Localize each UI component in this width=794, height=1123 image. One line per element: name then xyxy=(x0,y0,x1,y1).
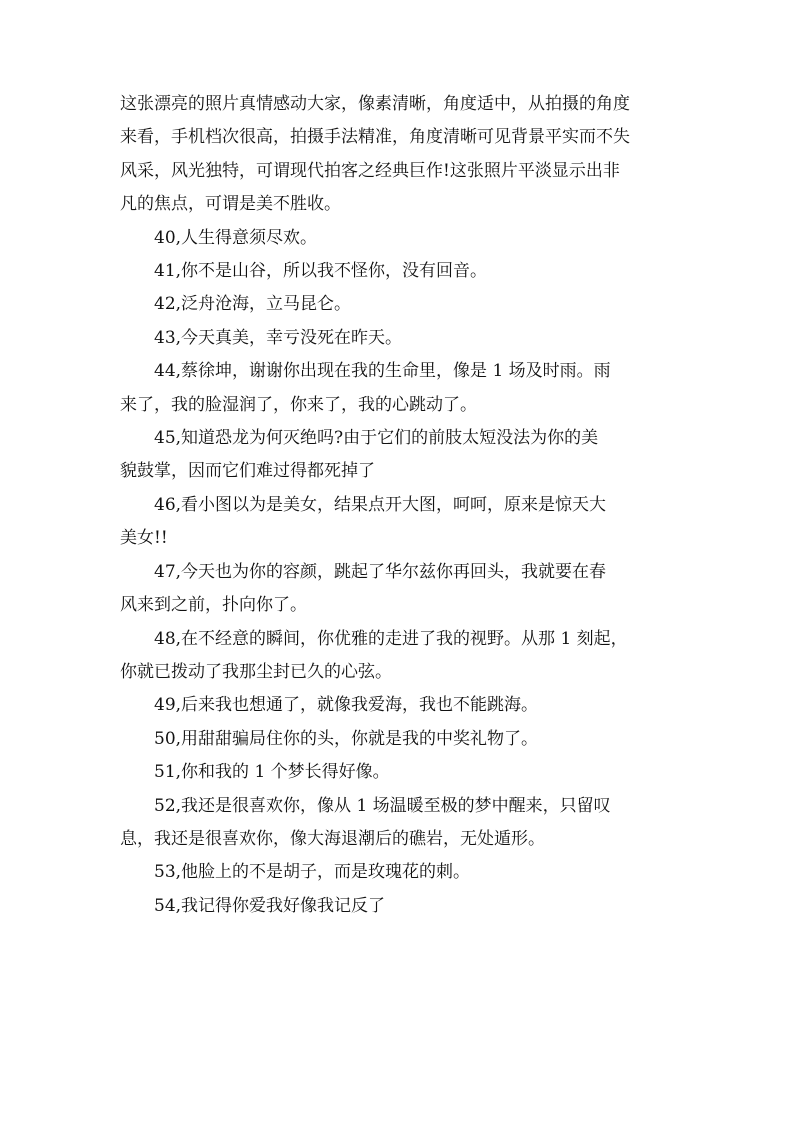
text-line: 你就已拨动了我那尘封已久的心弦。 xyxy=(120,661,392,682)
text-line: 来了，我的脸湿润了，你来了，我的心跳动了。 xyxy=(120,394,477,415)
list-item-51 xyxy=(120,756,680,789)
text-line: 41,你不是山谷，所以我不怪你，没有回音。 xyxy=(154,261,488,282)
list-item-52 xyxy=(120,790,680,857)
text-line: 43,今天真美，幸亏没死在昨天。 xyxy=(154,327,403,348)
text-line: 息，我还是很喜欢你，像大海退潮后的礁岩，无处遁形。 xyxy=(120,828,545,849)
text-line: 40,人生得意须尽欢。 xyxy=(154,227,318,248)
list-item-41 xyxy=(120,255,680,288)
text-line: 44,蔡徐坤，谢谢你出现在我的生命里，像是 1 场及时雨。雨 xyxy=(154,361,611,382)
list-item-47 xyxy=(120,556,680,623)
text-line: 美女!! xyxy=(120,528,168,549)
list-item-48 xyxy=(120,623,680,690)
text-line: 45,知道恐龙为何灭绝吗?由于它们的前肢太短没法为你的美 xyxy=(154,428,599,449)
text-line: 来看，手机档次很高，拍摄手法精准，角度清晰可见背景平实而不失 xyxy=(120,127,630,148)
text-line: 貌鼓掌，因而它们难过得都死掉了 xyxy=(120,461,375,482)
text-line: 53,他脸上的不是胡子，而是玫瑰花的刺。 xyxy=(154,862,471,883)
text-line: 49,后来我也想通了，就像我爱海，我也不能跳海。 xyxy=(154,695,539,716)
list-item-53 xyxy=(120,856,680,889)
list-item-40 xyxy=(120,222,680,255)
text-line: 风采，风光独特，可谓现代拍客之经典巨作!这张照片平淡显示出非 xyxy=(120,160,620,181)
text-line: 50,用甜甜骗局住你的头，你就是我的中奖礼物了。 xyxy=(154,728,539,749)
text-line: 51,你和我的 1 个梦长得好像。 xyxy=(154,762,390,783)
list-item-44 xyxy=(120,355,680,422)
paragraph xyxy=(120,88,680,222)
text-line: 这张漂亮的照片真情感动大家，像素清晰，角度适中，从拍摄的角度 xyxy=(120,94,630,114)
text-line: 52,我还是很喜欢你，像从 1 场温暖至极的梦中醒来，只留叹 xyxy=(154,795,611,816)
list-item-45 xyxy=(120,422,680,489)
list-item-46 xyxy=(120,489,680,556)
text-line: 42,泛舟沧海，立马昆仑。 xyxy=(154,294,352,315)
text-line: 46,看小图以为是美女，结果点开大图，呵呵，原来是惊天大 xyxy=(154,494,607,515)
text-line: 凡的焦点，可谓是美不胜收。 xyxy=(120,194,341,215)
list-item-43 xyxy=(120,322,680,355)
list-item-50 xyxy=(120,723,680,756)
list-item-42 xyxy=(120,288,680,321)
text-line: 54,我记得你爱我好像我记反了 xyxy=(154,895,386,916)
text-line: 风来到之前，扑向你了。 xyxy=(120,595,307,616)
list-item-54 xyxy=(120,890,680,923)
list-item-49 xyxy=(120,689,680,722)
document-body xyxy=(120,88,680,923)
text-line: 47,今天也为你的容颜，跳起了华尔兹你再回头，我就要在春 xyxy=(154,561,607,582)
text-line: 48,在不经意的瞬间，你优雅的走进了我的视野。从那 1 刻起， xyxy=(154,628,628,649)
